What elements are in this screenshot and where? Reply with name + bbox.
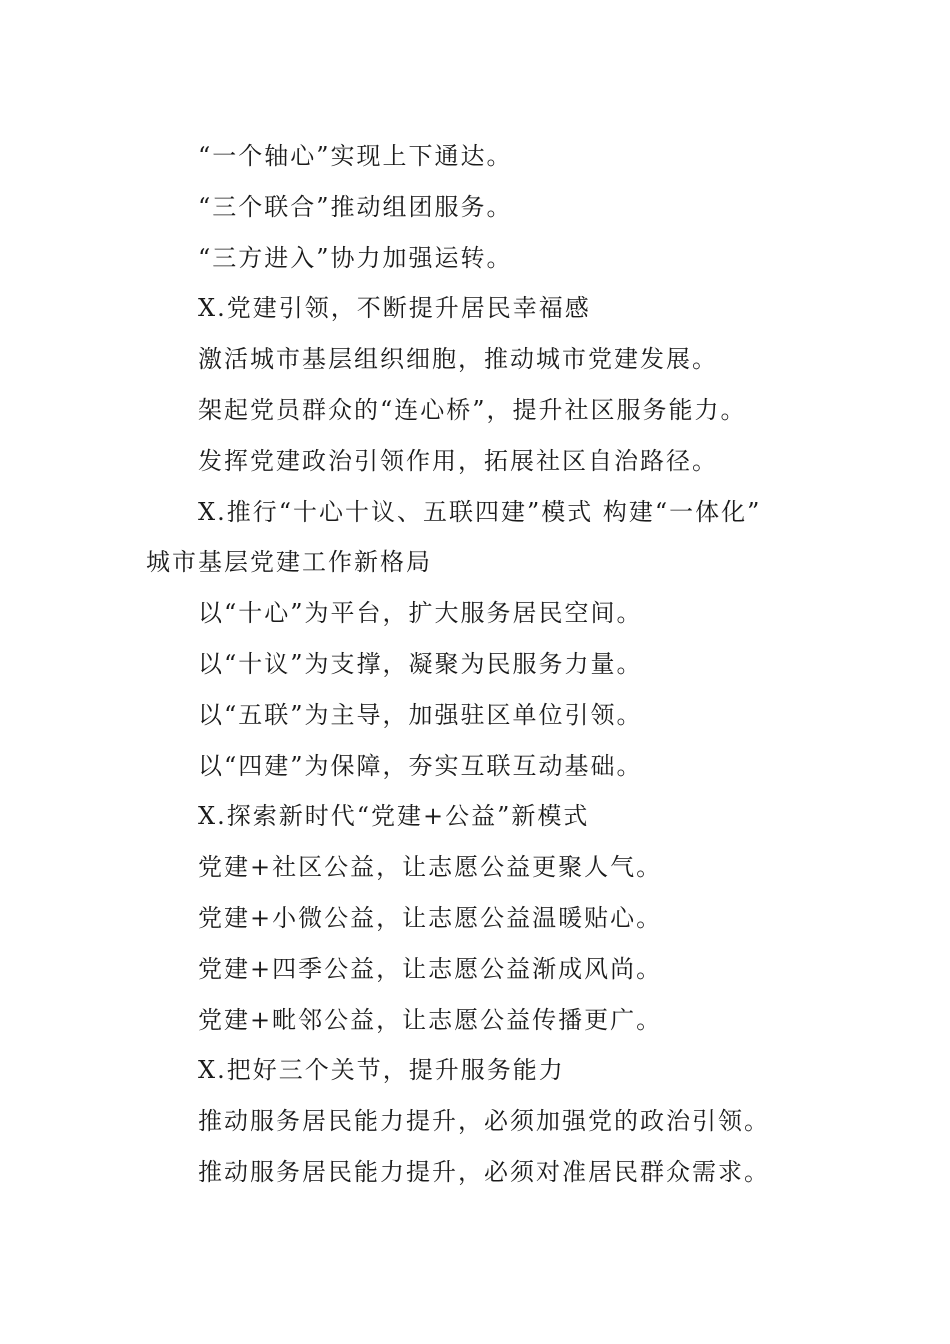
paragraph-line: 以“十议”为支撑，凝聚为民服务力量。 xyxy=(198,649,643,678)
paragraph-line: 党建+四季公益，让志愿公益渐成风尚。 xyxy=(198,954,663,983)
paragraph-line: “一个轴心”实现上下通达。 xyxy=(198,142,513,170)
paragraph-line: 以“十心”为平台，扩大服务居民空间。 xyxy=(198,599,643,628)
paragraph-line: 党建+小微公益，让志愿公益温暖贴心。 xyxy=(198,903,663,932)
section-heading: X.探索新时代“党建+公益”新模式 xyxy=(198,802,590,831)
section-heading: X.把好三个关节，提升服务能力 xyxy=(198,1056,565,1085)
paragraph-line: 推动服务居民能力提升，必须对准居民群众需求。 xyxy=(198,1157,770,1186)
paragraph-line: 发挥党建政治引领作用，拓展社区自治路径。 xyxy=(198,446,718,475)
paragraph-line: 推动服务居民能力提升，必须加强党的政治引领。 xyxy=(198,1107,770,1136)
paragraph-line: 以“四建”为保障，夯实互联互动基础。 xyxy=(198,751,643,780)
paragraph-line: 以“五联”为主导，加强驻区单位引领。 xyxy=(198,700,643,729)
section-heading: X.推行“十心十议、五联四建”模式 构建“一体化” xyxy=(198,497,762,526)
section-heading-continuation: 城市基层党建工作新格局 xyxy=(146,548,432,577)
section-heading: X.党建引领，不断提升居民幸福感 xyxy=(198,294,591,323)
document-body xyxy=(146,131,806,1198)
paragraph-line: 激活城市基层组织细胞，推动城市党建发展。 xyxy=(198,345,718,374)
paragraph-line: “三方进入”协力加强运转。 xyxy=(198,243,513,272)
paragraph-line: 党建+毗邻公益，让志愿公益传播更广。 xyxy=(198,1005,663,1034)
paragraph-line: “三个联合”推动组团服务。 xyxy=(198,192,513,221)
paragraph-line: 架起党员群众的“连心桥”，提升社区服务能力。 xyxy=(198,395,747,424)
paragraph-line: 党建+社区公益，让志愿公益更聚人气。 xyxy=(198,853,663,882)
